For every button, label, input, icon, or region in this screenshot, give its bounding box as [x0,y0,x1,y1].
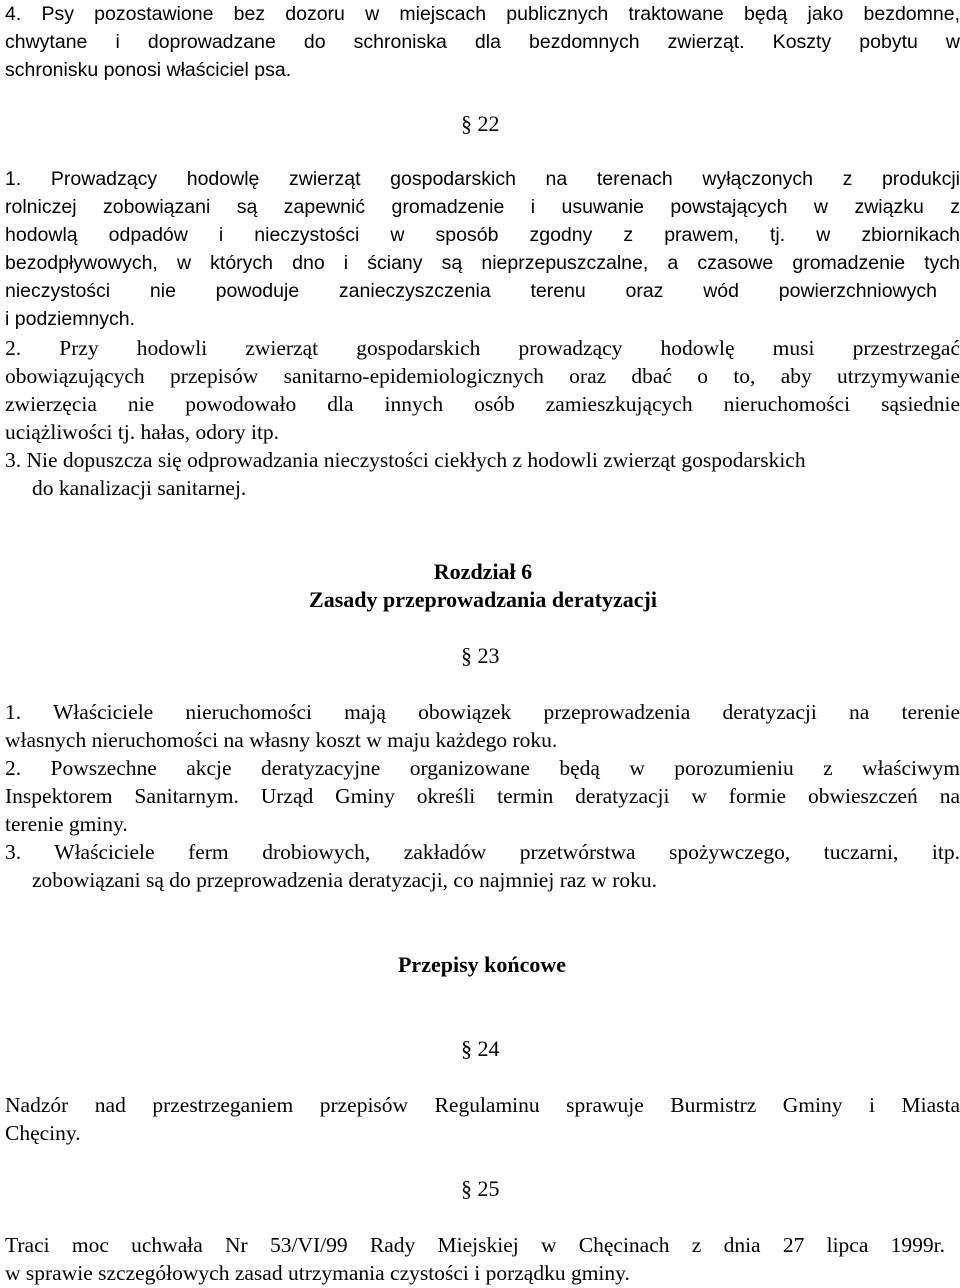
paragraph-line: w sprawie szczegółowych zasad utrzymania czystości i porządku gminy. [5,1261,630,1285]
paragraph-line: do kanalizacji sanitarnej. [32,476,247,500]
paragraph-line: 1. Prowadzący hodowlę zwierząt gospodarskich na terenach wyłączonych z produkcji [5,168,960,190]
section-number: § 23 [461,643,500,668]
chapter-subtitle: Zasady przeprowadzania deratyzacji [309,587,657,612]
paragraph-line: obowiązujących przepisów sanitarno-epidemiologicznych oraz dbać o to, aby utrzymywanie [5,364,960,388]
paragraph-line: 3. Właściciele ferm drobiowych, zakładów przetwórstwa spożywczego, tuczarni, itp. [5,840,960,864]
final-provisions-title: Przepisy końcowe [397,952,567,977]
paragraph-line: hodowlą odpadów i nieczystości w sposób zgodny z prawem, tj. w zbiornikach [5,224,960,246]
paragraph-line: uciążliwości tj. hałas, odory itp. [5,420,280,444]
paragraph-line: Nadzór nad przestrzeganiem przepisów Regulaminu sprawuje Burmistrz Gminy i Miasta [5,1093,960,1117]
chapter-title: Rozdział 6 [433,559,533,584]
paragraph-line: własnych nieruchomości na własny koszt w maju każdego roku. [5,728,558,752]
section-number: § 25 [461,1176,500,1201]
section-number: § 24 [461,1036,500,1061]
paragraph-line: Inspektorem Sanitarnym. Urząd Gminy określi termin deratyzacji w formie obwieszczeń na [5,784,960,808]
paragraph-line: chwytane i doprowadzane do schroniska dla bezdomnych zwierząt. Koszty pobytu w [5,31,960,53]
paragraph-line: 2. Powszechne akcje deratyzacyjne organizowane będą w porozumieniu z właściwym [5,756,960,780]
paragraph-line: nieczystości nie powoduje zanieczyszczenia terenu oraz wód powierzchniowych [5,280,937,302]
paragraph-line: 4. Psy pozostawione bez dozoru w miejscach publicznych traktowane będą jako bezdomne, [5,3,960,25]
paragraph-line: rolniczej zobowiązani są zapewnić gromadzenie i usuwanie powstających w związku z [5,196,960,218]
section-number: § 22 [461,111,500,136]
paragraph-line: 3. Nie dopuszcza się odprowadzania nieczystości ciekłych z hodowli zwierząt gospodarskich [5,448,806,472]
paragraph-line: Traci moc uchwała Nr 53/VI/99 Rady Miejskiej w Chęcinach z dnia 27 lipca 1999r. [5,1233,945,1257]
paragraph-line: zwierzęcia nie powodowało dla innych osób zamieszkujących nieruchomości sąsiednie [5,392,960,416]
paragraph-line: bezodpływowych, w których dno i ściany są nieprzepuszczalne, a czasowe gromadzenie tych [5,252,960,274]
paragraph-line: schronisku ponosi właściciel psa. [5,59,292,81]
paragraph-line: terenie gminy. [5,812,128,836]
paragraph-line: 1. Właściciele nieruchomości mają obowiązek przeprowadzenia deratyzacji na terenie [5,700,960,724]
paragraph-line: Chęciny. [5,1121,81,1145]
paragraph-line: i podziemnych. [5,308,136,330]
paragraph-line: zobowiązani są do przeprowadzenia deratyzacji, co najmniej raz w roku. [32,868,658,892]
paragraph-line: 2. Przy hodowli zwierząt gospodarskich prowadzący hodowlę musi przestrzegać [5,336,960,360]
